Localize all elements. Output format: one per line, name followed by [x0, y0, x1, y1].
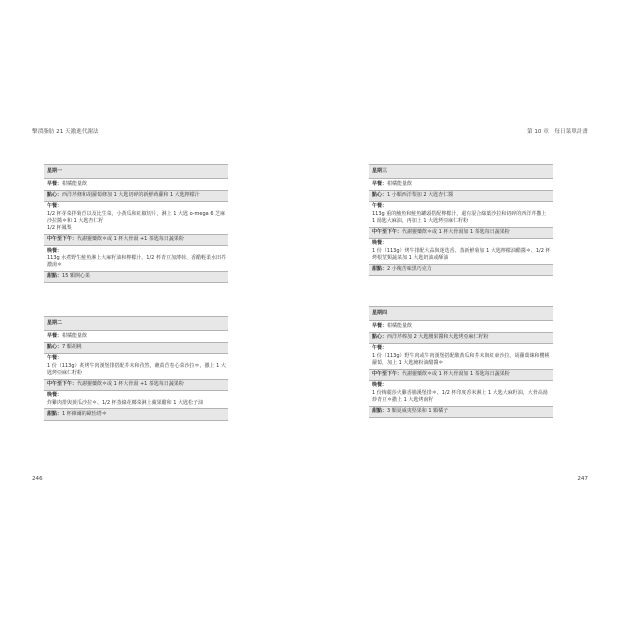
meal-label: 晚餐： — [372, 240, 388, 247]
meal-label: 點心： — [372, 192, 388, 198]
meal-label: 午餐： — [372, 203, 388, 210]
meal-row — [369, 380, 553, 406]
day-title-row — [44, 317, 228, 331]
meal-text: 1 份梅麗莎火雞香腸溪堡排＊、1/2 杯印度香米淋上 1 大匙大麻籽油，大骨高湯炒青豆＊撒上 1 大匙烤南籽 — [372, 389, 548, 403]
meal-row — [369, 238, 553, 264]
day-title: 星期三 — [369, 165, 553, 179]
day-table-monday — [44, 164, 228, 283]
meal-row — [44, 390, 228, 409]
meal-text: 113g 重的鮪魚和鮭魚罐頭搭配檸檬汁，還有混合綠葉沙拉和切碎的西洋芹撒上 1 湯匙大麻油，再加上 1 大匙烤亞麻仁籽粉 — [372, 210, 547, 224]
meal-label: 甜點： — [372, 266, 388, 272]
meal-row — [369, 343, 553, 369]
meal-text: 15 顆開心果 — [62, 273, 90, 280]
meal-text: 代謝靈藥飲＊或 1 杯大骨湯 +1 茶匙每日蔬果粉 — [77, 236, 184, 243]
meal-label: 午餐： — [47, 203, 63, 210]
meal-text: 3 顆夏威夷堅果和 1 顆橘子 — [387, 408, 449, 414]
meal-label: 點心： — [47, 192, 63, 198]
day-title: 星期二 — [44, 317, 228, 331]
meal-label: 午餐： — [47, 355, 63, 362]
meal-label: 甜點： — [47, 273, 63, 280]
meal-label: 中午至下午： — [47, 236, 78, 243]
meal-row — [369, 369, 553, 380]
meal-text: 1 份（113g）炙烤牛肉漢堡排搭配芥末和孜然，蘸萵苣卷心菜沙拉＊，撒上 1 大匙烤亞麻仁籽粉 — [47, 362, 226, 376]
meal-label: 早餐： — [372, 322, 388, 329]
meal-label: 中午至下午： — [372, 229, 403, 235]
meal-row — [44, 234, 228, 245]
day-table-thursday — [369, 306, 553, 418]
meal-label: 晚餐： — [47, 392, 63, 399]
meal-label: 中午至下午： — [47, 381, 78, 387]
meal-row — [44, 246, 228, 272]
meal-row — [369, 227, 553, 238]
day-title: 星期四 — [369, 307, 553, 321]
meal-text: 1 小顆西洋梨加 2 大匙杏仁醬 — [387, 192, 454, 198]
meal-text: 西洋芹棒加 2 大匙腰果醬和大匙烤亞麻仁籽粉 — [387, 334, 489, 340]
meal-text: 7 顆胡桃 — [62, 344, 82, 350]
meal-text: 柑橘能量飲 — [387, 322, 413, 329]
meal-row — [369, 190, 553, 201]
day-title-row — [369, 165, 553, 179]
meal-label: 早餐： — [47, 332, 63, 339]
meal-row — [369, 179, 553, 190]
meal-text: 代謝靈藥飲＊或 1 杯大骨湯 +1 茶匙每日蔬果粉 — [77, 381, 184, 387]
meal-text: 113g 水煮野生鮭魚淋上大麻籽油和檸檬汁、1/2 杯青豆加薄荷、香醋輕柔水田芥濃湯＊ — [47, 254, 226, 268]
meal-label: 早餐： — [372, 180, 388, 187]
meal-row — [44, 353, 228, 379]
meal-row — [44, 342, 228, 353]
meal-text: 2 小塊苦味黑巧克力 — [387, 266, 432, 272]
meal-label: 點心： — [47, 344, 63, 350]
meal-row — [44, 271, 228, 282]
day-title: 星期一 — [44, 165, 228, 179]
meal-text: 柑橘能量飲 — [62, 180, 88, 187]
day-table-wednesday — [369, 164, 553, 276]
running-head-right: 第 10 章 每日菜單計畫 — [526, 129, 588, 135]
meal-row — [369, 332, 553, 343]
meal-row — [44, 379, 228, 390]
meal-row — [44, 190, 228, 201]
page-number-right: 247 — [577, 476, 588, 482]
meal-text: 1 杯維爾的歐怡塔＊ — [62, 410, 107, 417]
day-title-row — [44, 165, 228, 179]
meal-row — [44, 331, 228, 342]
meal-label: 晚餐： — [47, 247, 63, 254]
meal-row — [44, 179, 228, 190]
page-number-left: 246 — [32, 476, 43, 482]
meal-label: 晚餐： — [372, 382, 388, 389]
day-title-row — [369, 307, 553, 321]
meal-row — [369, 406, 553, 417]
meal-row — [369, 201, 553, 227]
meal-text: 柑橘能量飲 — [62, 332, 88, 339]
meal-label: 甜點： — [47, 410, 63, 417]
meal-label: 點心： — [372, 334, 388, 340]
meal-text: 代謝靈藥飲＊或 1 杯大骨湯加 1 茶匙每日蔬果粉 — [402, 371, 510, 377]
meal-label: 中午至下午： — [372, 371, 403, 377]
meal-label: 早餐： — [47, 180, 63, 187]
meal-text: 1/2 杯芽菜拌菊苣以及比生菜，小黃瓜和紅椒切片，淋上 1 大匙 o-mega 6 芝麻沙拉醬＊和 1 大匙杏仁籽 1/2 杯鳳梨 — [47, 210, 226, 231]
meal-text: 代謝靈藥飲＊或 1 杯大骨湯加 1 茶匙每日蔬果粉 — [402, 229, 510, 235]
day-table-tuesday — [44, 316, 228, 421]
meal-text: 1 份（113g）烤牛排配大蒜與迷迭香、蒸新鮮菊加 1 大匙檸檬油醋醬＊、1/2 杯烤根莖類蔬菜加 1 大匙奶油或酥油 — [372, 247, 551, 261]
meal-row — [44, 201, 228, 234]
meal-text: 炸雞肉排與黃瓜沙拉＊、1/2 杯蒸綠花椰菜淋上蘋果醋和 1 大匙松子油 — [47, 399, 203, 406]
meal-row — [44, 409, 228, 420]
meal-row — [369, 321, 553, 332]
meal-text: 1 份（113g）野牛肉或牛肉漢堡搭配酸黃瓜和芥末與紅東沙拉，胡蘿蔔絲和櫻桃蘿蔔，加上 1 大匙腌粉油醋醬＊ — [372, 352, 550, 366]
meal-text: 柑橘能量飲 — [387, 180, 413, 187]
meal-row — [369, 264, 553, 275]
running-head-left: 擊潰脂肪 21 天激進代謝法 — [32, 129, 99, 135]
meal-label: 甜點： — [372, 408, 388, 414]
meal-label: 午餐： — [372, 345, 388, 352]
meal-text: 西洋芹條和胡蘿蔔條加 1 大匙切碎的新鮮蒔蘿和 1 大匙檸檬汁 — [62, 192, 200, 198]
